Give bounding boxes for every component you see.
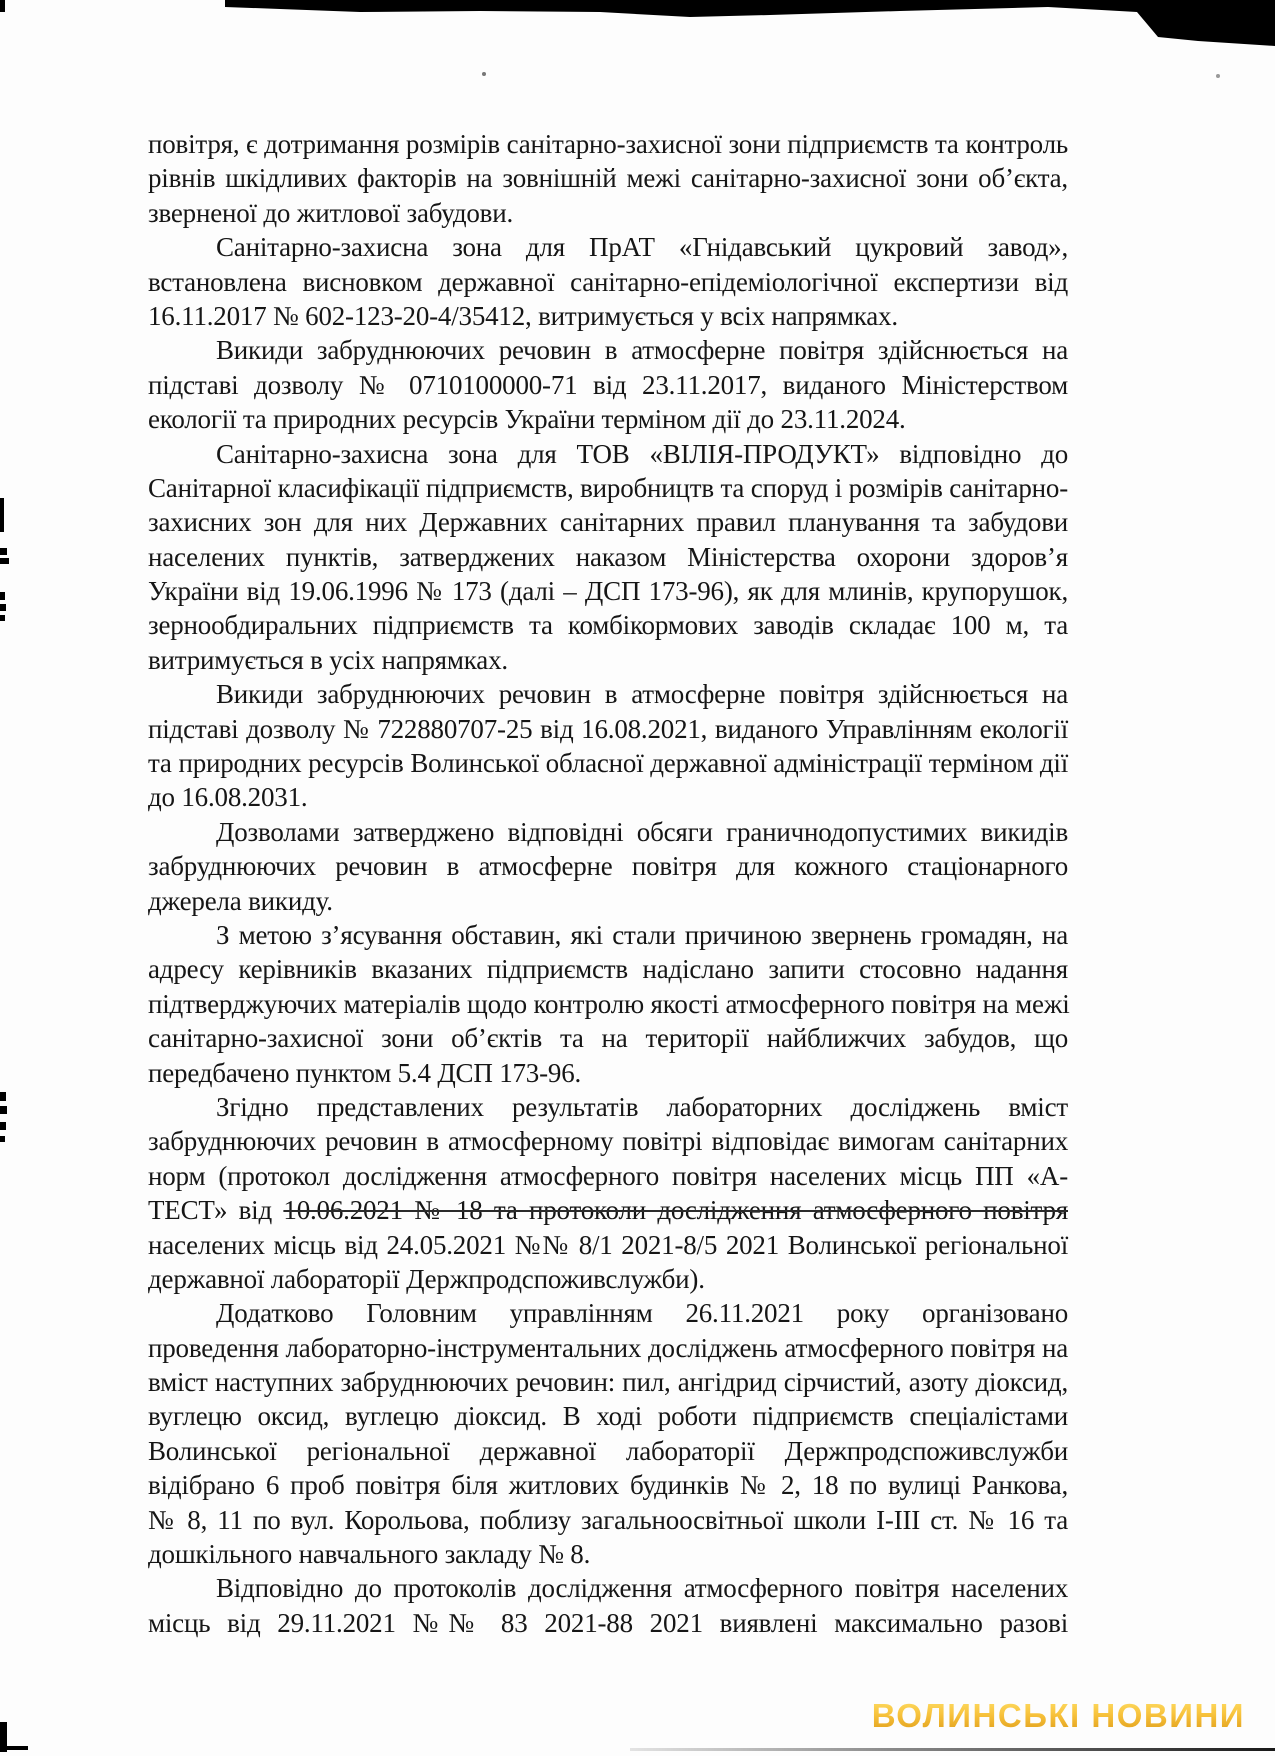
watermark-volynski-novyny: ВОЛИНСЬКІ НОВИНИ	[871, 1697, 1245, 1734]
text-segment: передбачено пунктом 5.4 ДСП 173-96.	[148, 1057, 582, 1088]
text-line	[148, 1090, 1068, 1124]
text-line	[148, 643, 1068, 677]
text-line	[148, 746, 1068, 780]
text-segment: підставі дозволу № 722880707-25 від 16.08.2021, виданого Управлінням екології	[148, 713, 1068, 744]
text-line	[148, 196, 1068, 230]
scan-artifact-top-band	[0, 0, 1275, 60]
text-line	[148, 849, 1068, 883]
text-line	[148, 815, 1068, 849]
struck-text: 10.06.2021 № 18 та протоколи дослідження атмосферного повітря	[283, 1195, 1069, 1226]
text-segment: відібрано 6 проб повітря біля житлових будинків № 2, 18 по вулиці Ранкова,	[148, 1470, 1068, 1501]
text-segment: та природних ресурсів Волинської обласної державної адміністрації терміном дії	[148, 748, 1068, 779]
text-line	[148, 505, 1068, 539]
scan-artifact-bottom-line	[630, 1748, 1275, 1751]
scan-artifact-left	[0, 1092, 6, 1101]
text-line	[148, 1021, 1068, 1055]
text-line	[148, 574, 1068, 608]
scan-artifact-bottom-left	[2, 1746, 28, 1750]
text-line	[148, 1228, 1068, 1262]
text-segment: забруднюючих речовин в атмосферне повітря для кожного стаціонарного	[148, 851, 1068, 882]
text-segment: підставі дозволу № 0710100000-71 від 23.11.2017, виданого Міністерством	[148, 369, 1068, 400]
text-line	[148, 952, 1068, 986]
text-line	[148, 1434, 1068, 1468]
text-segment: Викиди забруднюючих речовин в атмосферне повітря здійснюється на	[216, 335, 1068, 366]
text-segment: Дозволами затверджено відповідні обсяги граничнодопустимих викидів	[216, 816, 1068, 847]
text-line	[148, 1331, 1068, 1365]
text-segment: адресу керівників вказаних підприємств надіслано запити стосовно надання	[148, 954, 1068, 985]
text-segment: населених місць від 24.05.2021 №№ 8/1 2021-8/5 2021 Волинської регіональної	[148, 1229, 1068, 1260]
text-segment: зверненої до житлової забудови.	[148, 197, 514, 228]
text-line	[148, 230, 1068, 264]
text-line	[148, 1056, 1068, 1090]
scan-artifact-left	[0, 1106, 7, 1114]
scan-artifact-left	[0, 592, 5, 600]
text-line	[148, 471, 1068, 505]
scan-artifact-left	[0, 558, 9, 564]
text-segment: захисних зон для них Державних санітарних правил планування та забудови	[148, 507, 1068, 538]
scan-artifact-left	[0, 498, 4, 532]
text-segment: санітарно-захисної зони об’єктів та на території найближчих забудов, що	[148, 1023, 1068, 1054]
text-line	[148, 161, 1068, 195]
text-line	[148, 987, 1068, 1021]
text-segment: проведення лабораторно-інструментальних досліджень атмосферного повітря на	[148, 1332, 1068, 1363]
text-line	[148, 1571, 1068, 1605]
text-segment: підтверджуючих матеріалів щодо контролю якості атмосферного повітря на межі	[148, 988, 1070, 1019]
scan-artifact-left	[0, 615, 5, 621]
text-segment: Викиди забруднюючих речовин в атмосферне повітря здійснюється на	[216, 679, 1068, 710]
text-segment: екології та природних ресурсів України терміном дії до 23.11.2024.	[148, 404, 906, 435]
text-segment: рівнів шкідливих факторів на зовнішній межі санітарно-захисної зони об’єкта,	[148, 163, 1068, 194]
text-segment: зернообдиральних підприємств та комбікормових заводів складає 100 м, та	[148, 610, 1068, 641]
text-segment: Санітарної класифікації підприємств, виробництв та споруд і розмірів санітарно-	[148, 472, 1068, 503]
scan-artifact-left	[0, 1136, 5, 1142]
text-line	[148, 677, 1068, 711]
text-line	[148, 1503, 1068, 1537]
text-segment: Волинської регіональної державної лабораторії Держпродспоживслужби	[148, 1435, 1068, 1466]
text-segment: України від 19.06.1996 № 173 (далі – ДСП 173-96), як для млинів, крупорушок,	[148, 576, 1068, 607]
text-segment: Санітарно-захисна зона для ТОВ «ВІЛІЯ-ПРОДУКТ» відповідно до	[216, 438, 1068, 469]
text-line	[148, 1365, 1068, 1399]
text-segment: вуглецю оксид, вуглецю діоксид. В ході роботи підприємств спеціалістами	[148, 1401, 1068, 1432]
text-line	[148, 1159, 1068, 1193]
text-segment: вміст наступних забруднюючих речовин: пил, ангідрид сірчистий, азоту діоксид,	[148, 1367, 1068, 1398]
text-line	[148, 884, 1068, 918]
text-line	[148, 333, 1068, 367]
text-line	[148, 437, 1068, 471]
document-text	[148, 127, 1068, 1640]
text-segment: З метою з’ясування обставин, які стали причиною звернень громадян, на	[216, 919, 1068, 950]
scan-speck	[1216, 74, 1220, 78]
text-line	[148, 368, 1068, 402]
text-line	[148, 780, 1068, 814]
scan-artifact-left	[0, 548, 7, 555]
text-segment: норм (протокол дослідження атмосферного повітря населених місць ПП «А-	[148, 1160, 1068, 1191]
text-segment: державної лабораторії Держпродспоживслужби).	[148, 1263, 705, 1294]
text-segment: джерела викиду.	[148, 885, 333, 916]
text-segment: встановлена висновком державної санітарно-епідеміологічної експертизи від	[148, 266, 1068, 297]
scan-artifact-left	[0, 1122, 6, 1130]
text-segment: 16.11.2017 № 602-123-20-4/35412, витримується у всіх напрямках.	[148, 300, 898, 331]
text-segment: населених пунктів, затверджених наказом Міністерства охорони здоров’я	[148, 541, 1068, 572]
scan-speck	[482, 72, 486, 76]
text-segment: Санітарно-захисна зона для ПрАТ «Гнідавський цукровий завод»,	[216, 232, 1068, 263]
text-segment: до 16.08.2031.	[148, 782, 308, 813]
text-segment: ТЕСТ» від	[148, 1195, 284, 1226]
text-line	[148, 127, 1068, 161]
text-segment: місць від 29.11.2021 №№ 83 2021-88 2021 виявлені максимально разові	[148, 1607, 1068, 1638]
text-segment: Згідно представлених результатів лабораторних досліджень вміст	[216, 1091, 1068, 1122]
text-line	[148, 1124, 1068, 1158]
text-line	[148, 918, 1068, 952]
text-line	[148, 402, 1068, 436]
text-segment: забруднюючих речовин в атмосферному повітрі відповідає вимогам санітарних	[148, 1126, 1068, 1157]
text-segment: Додатково Головним управлінням 26.11.2021 року організовано	[216, 1298, 1068, 1329]
text-segment: Відповідно до протоколів дослідження атмосферного повітря населених	[216, 1573, 1068, 1604]
text-segment: № 8, 11 по вул. Корольова, поблизу загальноосвітньої школи І-ІІІ ст. № 16 та	[148, 1504, 1068, 1535]
text-line	[148, 265, 1068, 299]
text-line	[148, 1262, 1068, 1296]
text-line	[148, 1606, 1068, 1640]
text-line	[148, 1296, 1068, 1330]
text-line	[148, 1468, 1068, 1502]
text-line	[148, 712, 1068, 746]
text-line	[148, 1399, 1068, 1433]
text-line	[148, 299, 1068, 333]
text-segment: дошкільного навчального закладу № 8.	[148, 1539, 591, 1570]
text-line	[148, 1193, 1068, 1227]
text-line	[148, 1537, 1068, 1571]
scan-artifact-left	[0, 604, 6, 611]
text-line	[148, 608, 1068, 642]
text-segment: витримується в усіх напрямках.	[148, 644, 508, 675]
text-line	[148, 540, 1068, 574]
text-segment: повітря, є дотримання розмірів санітарно-захисної зони підприємств та контроль	[148, 129, 1068, 159]
